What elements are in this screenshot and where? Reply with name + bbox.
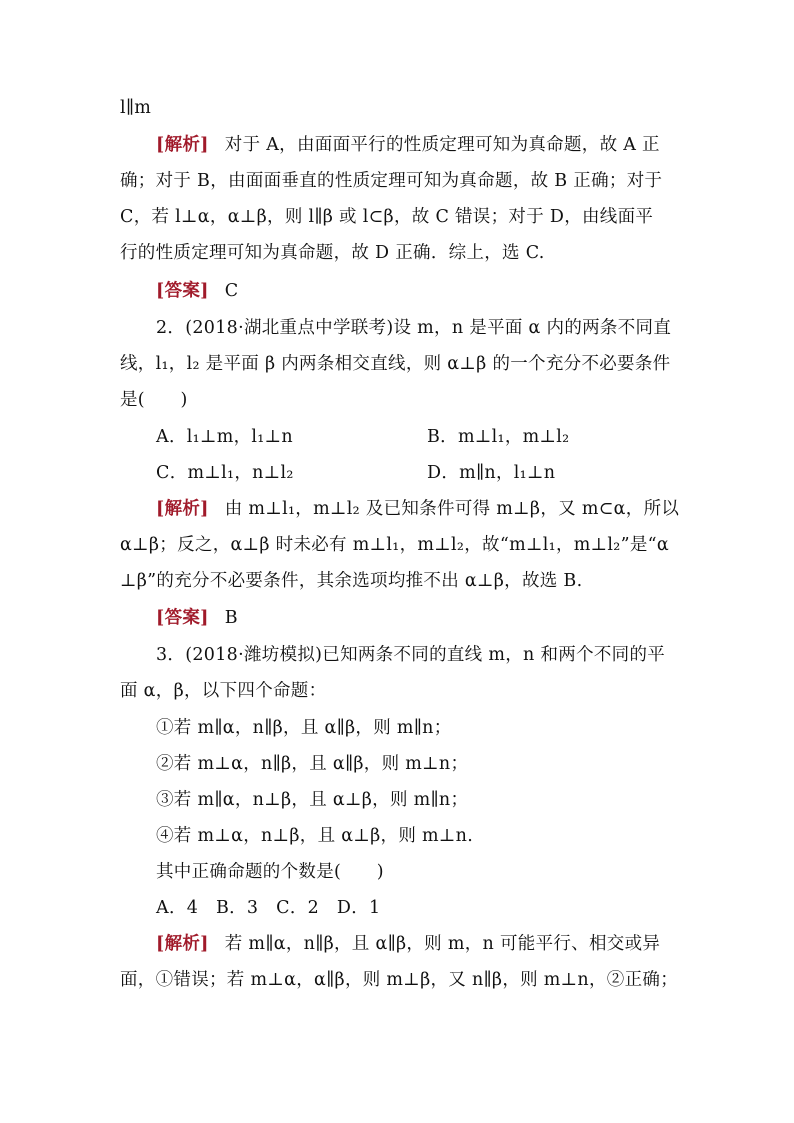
text-line [0,352,794,376]
question-prompt [0,860,794,884]
text-line [0,205,794,229]
question-2-stem [0,316,794,340]
question-3-stem [0,643,794,667]
proposition-4 [0,824,794,848]
option-a [0,425,300,449]
text-line [0,968,794,992]
line-text: 若 m∥α，n∥β，且 α∥β，则 m，n 可能平行、相交或异 [224,934,661,954]
option-d [427,461,767,485]
line-text: 其中正确命题的个数是( ) [156,862,384,882]
proposition-1 [0,716,794,740]
option-text: B．m⊥l₁，m⊥l₂ [427,427,570,447]
option-text: D．m∥n，l₁⊥n [427,463,556,483]
analysis-tag: [解析] [156,934,209,954]
line-text: C，若 l⊥α，α⊥β，则 l∥β 或 l⊂β，故 C 错误；对于 D，由线面平 [120,207,654,227]
line-text: 行的性质定理可知为真命题，故 D 正确．综上，选 C. [120,243,545,263]
text-line [0,169,794,193]
line-text: A．4 B．3 C．2 D．1 [156,898,381,918]
line-text: 3．(2018·潍坊模拟)已知两条不同的直线 m，n 和两个不同的平 [156,645,666,665]
analysis-line [0,497,794,521]
option-b [427,425,767,449]
option-text: A．l₁⊥m，l₁⊥n [156,427,293,447]
analysis-tag: [解析] [156,135,209,155]
proposition-2 [0,752,794,776]
answer-tag: [答案] [156,281,209,301]
line-text: ③若 m∥α，n⊥β，且 α⊥β，则 m∥n； [156,790,469,810]
line-text: 2．(2018·湖北重点中学联考)设 m，n 是平面 α 内的两条不同直 [156,318,672,338]
text-line [0,533,794,557]
text-line [0,679,794,703]
text-line [0,241,794,265]
analysis-line [0,133,794,157]
line-text: 确；对于 B，由面面垂直的性质定理可知为真命题，故 B 正确；对于 [120,171,663,191]
line-text: 由 m⊥l₁，m⊥l₂ 及已知条件可得 m⊥β，又 m⊂α，所以 [224,499,680,519]
line-text: l∥m [120,98,152,118]
text-line [0,388,794,412]
line-text: ⊥β”的充分不必要条件，其余选项均推不出 α⊥β，故选 B. [120,571,583,591]
line-text: 对于 A，由面面平行的性质定理可知为真命题，故 A 正 [224,135,660,155]
line-text: 面，①错误；若 m⊥α，α∥β，则 m⊥β，又 n∥β，则 m⊥n，②正确； [120,970,678,990]
line-text: 是( ) [120,390,188,410]
line-text: ①若 m∥α，n∥β，且 α∥β，则 m∥n； [156,718,452,738]
proposition-3 [0,788,794,812]
line-text: ②若 m⊥α，n∥β，且 α∥β，则 m⊥n； [156,754,469,774]
analysis-line [0,932,794,956]
line-text: ④若 m⊥α，n⊥β，且 α⊥β，则 m⊥n. [156,826,474,846]
answer-tag: [答案] [156,608,209,628]
answer-value: C [224,281,239,301]
line-text: α⊥β；反之，α⊥β 时未必有 m⊥l₁，m⊥l₂，故“m⊥l₁，m⊥l₂”是“α [120,535,670,555]
answer-line [0,279,794,303]
answer-line [0,606,794,630]
options-line [0,896,794,920]
line-text: 面 α，β，以下四个命题： [120,681,327,701]
text-line [0,96,794,120]
answer-value: B [224,608,238,628]
text-line [0,569,794,593]
line-text: 线，l₁，l₂ 是平面 β 内两条相交直线，则 α⊥β 的一个充分不必要条件 [120,354,671,374]
option-c [0,461,300,485]
option-text: C．m⊥l₁，n⊥l₂ [156,463,294,483]
analysis-tag: [解析] [156,499,209,519]
